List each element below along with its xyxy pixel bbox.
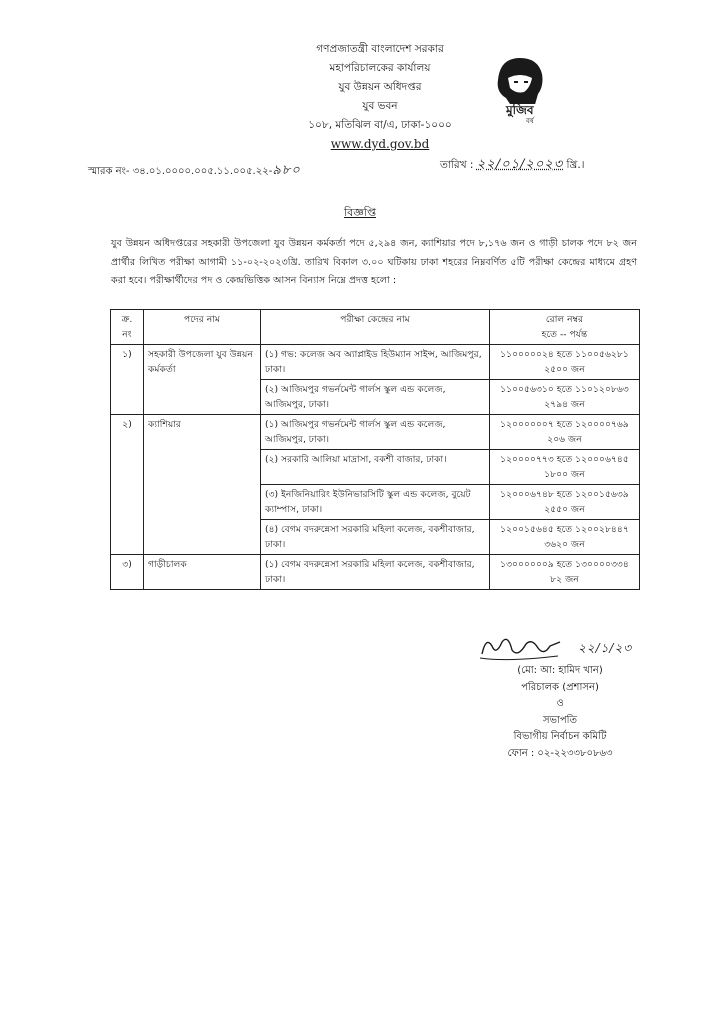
header-serial: ক্র. নং — [111, 310, 144, 345]
date-label: তারিখ : — [440, 159, 474, 171]
roll-cell: ১২০০০০৭৭৩ হতে ১২০০০৬৭৪৫ ১৮০০ জন — [490, 450, 640, 485]
post-cell: ক্যাশিয়ার — [144, 415, 261, 555]
signature-date: ২২/১/২৩ — [578, 641, 633, 655]
memo-handwritten-number: ৯৮০ — [272, 163, 301, 178]
signatory-role: সভাপতি — [542, 714, 578, 726]
mujib-borsho-logo-icon — [484, 52, 556, 124]
post-cell: সহকারী উপজেলা যুব উন্নয়ন কর্মকর্তা — [144, 345, 261, 415]
memo-number — [88, 161, 301, 182]
header-center: পরীক্ষা কেন্দ্রের নাম — [261, 310, 490, 345]
signatory-name: (মো: আ: হামিদ খান) — [517, 665, 603, 676]
serial-cell: ৩) — [111, 555, 144, 590]
memo-date — [440, 155, 584, 176]
signatory-and: ও — [556, 698, 564, 709]
handwritten-signature — [478, 632, 658, 664]
roll-cell: ১১০০০০০২৪ হতে ১১০০৫৬২৮১ ২৫০০ জন — [490, 345, 640, 380]
notice-body: যুব উন্নয়ন অধিদপ্তরের সহকারী উপজেলা যুব উন্নয়ন কর্মকর্তা পদে ৫,২৯৪ জন, ক্যাশিয়ার পদে ৮,১৭৬ জন ও গাড়ী চালক পদে ৮২ জন প্রার্থীর লিখিত পরীক্ষা আগামী ১১-০২-২০২৩খ্রি. তারিখ বিকাল ৩.০০ ঘটিকায় ঢাকা শহরের নিম্নবর্ণিত ৫টি পরীক্ষা কেন্দ্রের মাধ্যমে গ্রহণ করা হবে। পরীক্ষার্থীদের পদ ও কেন্দ্রভিত্তিক আসন বিন্যাস নিম্নে প্রদত্ত হলো : — [111, 238, 637, 286]
center-cell: (২) সরকারি আলিয়া মাদ্রাসা, বকশী বাজার, ঢাকা। — [261, 450, 490, 485]
table-row — [111, 415, 640, 450]
post-cell: গাড়ীচালক — [144, 555, 261, 590]
logo-wordmark: মুজিব — [506, 103, 534, 117]
table-header-row — [111, 310, 640, 345]
header-roll: রোল নম্বর হতে -- পর্যন্ত — [490, 310, 640, 345]
date-suffix: খ্রি.। — [566, 159, 585, 171]
memo-label: স্মারক নং- ৩৪.০১.০০০০.০০৫.১১.০০৫.২২- — [88, 166, 273, 177]
notice-title: বিজ্ঞপ্তি — [344, 206, 376, 219]
center-cell: (১) গভ: কলেজ অব অ্যাপ্লাইড হিউম্যান সাইন্স, আজিমপুর, ঢাকা। — [261, 345, 490, 380]
header-office: মহাপরিচালকের কার্যালয় — [329, 62, 431, 74]
date-handwritten-value: ২২/০১/২০২৩ — [476, 157, 564, 172]
logo-wordmark-sub: বর্ষ — [526, 117, 534, 125]
signatory-block — [460, 663, 660, 762]
signatory-title: পরিচালক (প্রশাসন) — [521, 681, 599, 693]
header-post: পদের নাম — [144, 310, 261, 345]
roll-cell: ১৩০০০০০০৯ হতে ১৩০০০০৩৩৪ ৮২ জন — [490, 555, 640, 590]
center-cell: (৩) ইনজিনিয়ারিং ইউনিভারসিটি স্কুল এন্ড কলেজ, বুয়েট ক্যাম্পাস, ঢাকা। — [261, 485, 490, 520]
roll-cell: ১২০০০৬৭৪৮ হতে ১২০০১৫৬৩৯ ২৫৫০ জন — [490, 485, 640, 520]
table-row — [111, 345, 640, 380]
header-website-link[interactable]: www.dyd.gov.bd — [330, 137, 430, 151]
signatory-committee: বিভাগীয় নির্বাচন কমিটি — [513, 731, 607, 742]
roll-cell: ১২০০১৫৬৪৫ হতে ১২০০২৮৪৪৭ ৩৬২০ জন — [490, 520, 640, 555]
serial-cell: ১) — [111, 345, 144, 415]
header-department: যুব উন্নয়ন অধিদপ্তর — [338, 81, 422, 93]
roll-cell: ১২০০০০০০৭ হতে ১২০০০০৭৬৯ ২০৬ জন — [490, 415, 640, 450]
center-cell: (২) আজিমপুর গভর্নমেন্ট গার্লস স্কুল এন্ড কলেজ, আজিমপুর, ঢাকা। — [261, 380, 490, 415]
exam-seat-plan-table — [110, 309, 640, 590]
header-government: গণপ্রজাতন্ত্রী বাংলাদেশ সরকার — [316, 43, 444, 55]
center-cell: (৪) বেগম বদরুন্নেসা সরকারি মহিলা কলেজ, বকশীবাজার, ঢাকা। — [261, 520, 490, 555]
roll-cell: ১১০০৫৬৩১০ হতে ১১০১২০৮৬৩ ২৭৯৪ জন — [490, 380, 640, 415]
signatory-phone: ফোন : ০২-২২৩৩৮০৮৬৩ — [507, 747, 613, 759]
header-address: ১০৮, মতিঝিল বা/এ, ঢাকা-১০০০ — [308, 119, 452, 131]
table-row — [111, 555, 640, 590]
header-building: যুব ভবন — [362, 100, 398, 112]
center-cell: (১) আজিমপুর গভর্নমেন্ট গার্লস স্কুল এন্ড কলেজ, আজিমপুর, ঢাকা। — [261, 415, 490, 450]
serial-cell: ২) — [111, 415, 144, 555]
center-cell: (১) বেগম বদরুন্নেসা সরকারি মহিলা কলেজ, বকশীবাজার, ঢাকা। — [261, 555, 490, 590]
